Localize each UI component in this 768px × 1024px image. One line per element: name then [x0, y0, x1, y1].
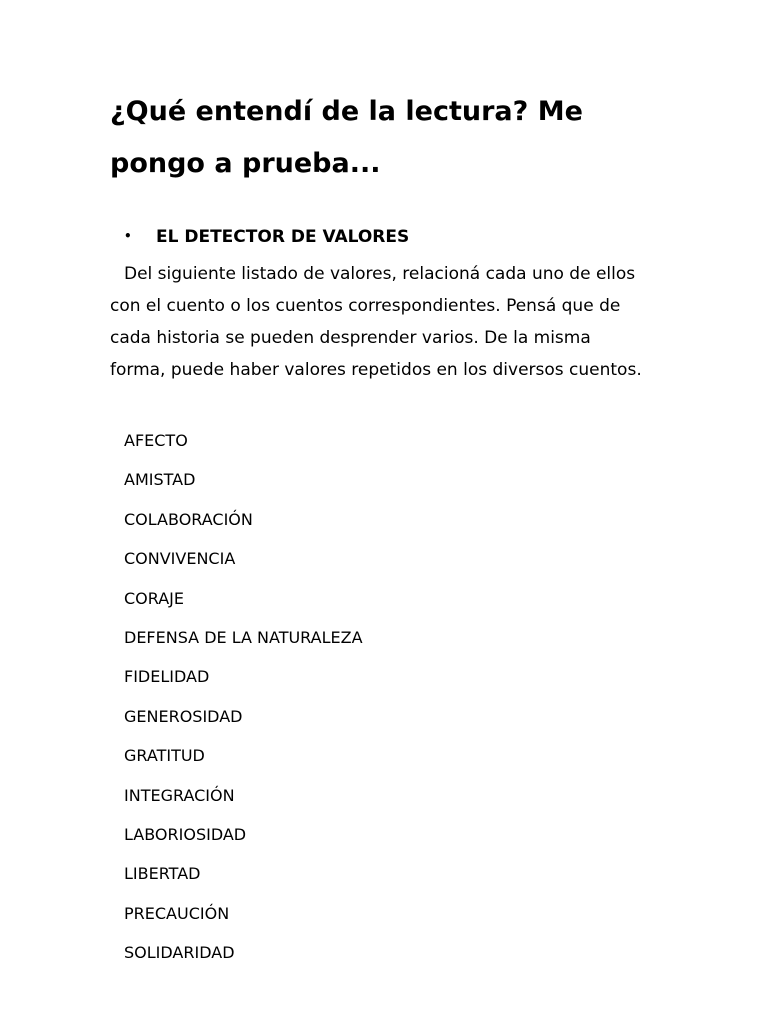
instructions-paragraph: Del siguiente listado de valores, relacioná cada uno de ellos con el cuento o los cuentos correspondientes. Pensá que de cada historia se pueden desprender varios. De la misma forma, puede haber valores repetidos en los diversos cuentos. — [110, 264, 642, 380]
section-heading — [124, 224, 409, 249]
value-item: AMISTAD — [124, 470, 196, 490]
value-item: LABORIOSIDAD — [124, 824, 247, 844]
value-item: CONVIVENCIA — [124, 549, 236, 569]
value-item: FIDELIDAD — [124, 667, 210, 687]
value-item: SOLIDARIDAD — [124, 943, 235, 963]
value-item: LIBERTAD — [124, 864, 201, 884]
page-title: ¿Qué entendí de la lectura? Me pongo a prueba... — [110, 96, 583, 179]
value-item: AFECTO — [124, 431, 188, 450]
value-item: PRECAUCIÓN — [124, 903, 230, 923]
value-item: CORAJE — [124, 588, 185, 608]
value-item: INTEGRACIÓN — [124, 785, 235, 805]
section-heading-label: EL DETECTOR DE VALORES — [156, 227, 410, 247]
value-item: DEFENSA DE LA NATURALEZA — [124, 627, 363, 647]
bullet-marker: • — [124, 229, 132, 243]
value-item: GENEROSIDAD — [124, 706, 243, 726]
values-list — [124, 425, 363, 976]
value-item: COLABORACIÓN — [124, 509, 253, 529]
value-item: GRATITUD — [124, 746, 205, 766]
